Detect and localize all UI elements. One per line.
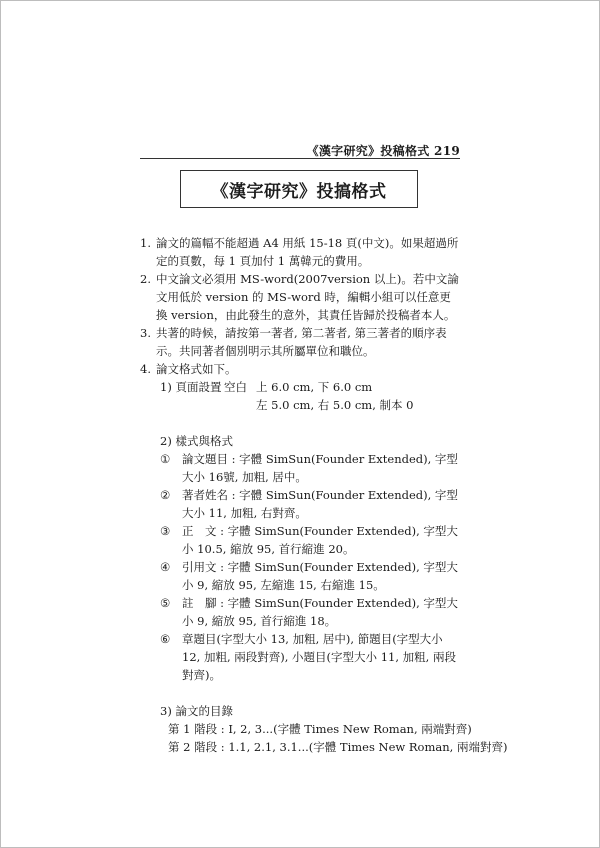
style-entry	[160, 630, 460, 684]
page-setup-row	[160, 378, 460, 396]
list-item	[140, 324, 460, 360]
entry-mark: ⑥	[160, 632, 171, 646]
style-entry	[160, 594, 460, 630]
list-item	[140, 234, 460, 270]
item-text: 論文的篇幅不能超過 A4 用紙 15-18 頁(中文)。如果超過所定的頁數，每 1 頁加付 1 萬韓元的費用。	[156, 236, 459, 268]
list-item	[140, 270, 460, 324]
toc-line: 第 2 階段 : 1.1, 2.1, 3.1...(字體 Times New Roman, 兩端對齊)	[168, 740, 508, 754]
list-item	[140, 360, 460, 378]
entry-mark: ②	[160, 488, 171, 502]
page-setup-margin-label: 空白	[224, 380, 247, 394]
entry-text: 章題目(字型大小 13, 加粗, 居中), 節題目(字型大小 12, 加粗, 兩段對齊), 小題目(字型大小 11, 加粗, 兩段對齊)。	[182, 632, 456, 682]
entry-mark: ⑤	[160, 596, 171, 610]
page-setup-label: 1) 頁面設置	[160, 380, 222, 394]
page-title-text: 《漢字研究》投搞格式	[211, 181, 387, 202]
entry-mark: ③	[160, 524, 171, 538]
entry-text: 註 腳 : 字體 SimSun(Founder Extended), 字型大小 9, 縮放 95, 首行縮進 18。	[182, 596, 458, 628]
style-entry	[160, 558, 460, 594]
page-title	[180, 170, 418, 208]
margin-top-bottom: 上 6.0 cm, 下 6.0 cm	[256, 380, 373, 394]
style-entry	[160, 450, 460, 486]
style-entry	[160, 486, 460, 522]
item-number: 2.	[140, 272, 151, 286]
item-number: 4.	[140, 362, 151, 376]
entry-text: 正 文 : 字體 SimSun(Founder Extended), 字型大小 10.5, 縮放 95, 首行縮進 20。	[182, 524, 458, 556]
toc-line: 第 1 階段 : Ⅰ, 2, 3...(字體 Times New Roman, 兩端對齊)	[168, 722, 472, 736]
running-header: 《漢字研究》投稿格式 219	[306, 144, 460, 158]
style-entry	[160, 522, 460, 558]
margin-left-right: 左 5.0 cm, 右 5.0 cm, 制本 0	[256, 398, 414, 412]
item-text: 共著的時候，請按第一著者, 第二著者, 第三著者的順序表示。共同著者個別明示其所屬單位和職位。	[156, 326, 447, 358]
page-setup-section	[160, 378, 508, 756]
entry-text: 論文題目 : 字體 SimSun(Founder Extended), 字型大小 16號, 加粗, 居中。	[182, 452, 458, 484]
item-number: 3.	[140, 326, 151, 340]
styles-heading: 2) 樣式與格式	[160, 434, 233, 448]
entry-text: 著者姓名 : 字體 SimSun(Founder Extended), 字型大小 11, 加粗, 右對齊。	[182, 488, 458, 520]
entry-mark: ①	[160, 452, 171, 466]
item-number: 1.	[140, 236, 151, 250]
toc-heading: 3) 論文的目錄	[160, 704, 233, 718]
page-setup-row	[160, 396, 460, 414]
header-rule	[140, 158, 460, 159]
item-text: 中文論文必須用 MS-word(2007version 以上)。若中文論文用低於 version 的 MS-word 時，編輯小組可以任意更換 version，由此發生的意外，其責任皆歸於投稿者本人。	[156, 272, 459, 322]
entry-mark: ④	[160, 560, 171, 574]
document-body	[140, 234, 508, 756]
item-text: 論文格式如下。	[156, 362, 237, 376]
entry-text: 引用文 : 字體 SimSun(Founder Extended), 字型大小 9, 縮放 95, 左縮進 15, 右縮進 15。	[182, 560, 458, 592]
